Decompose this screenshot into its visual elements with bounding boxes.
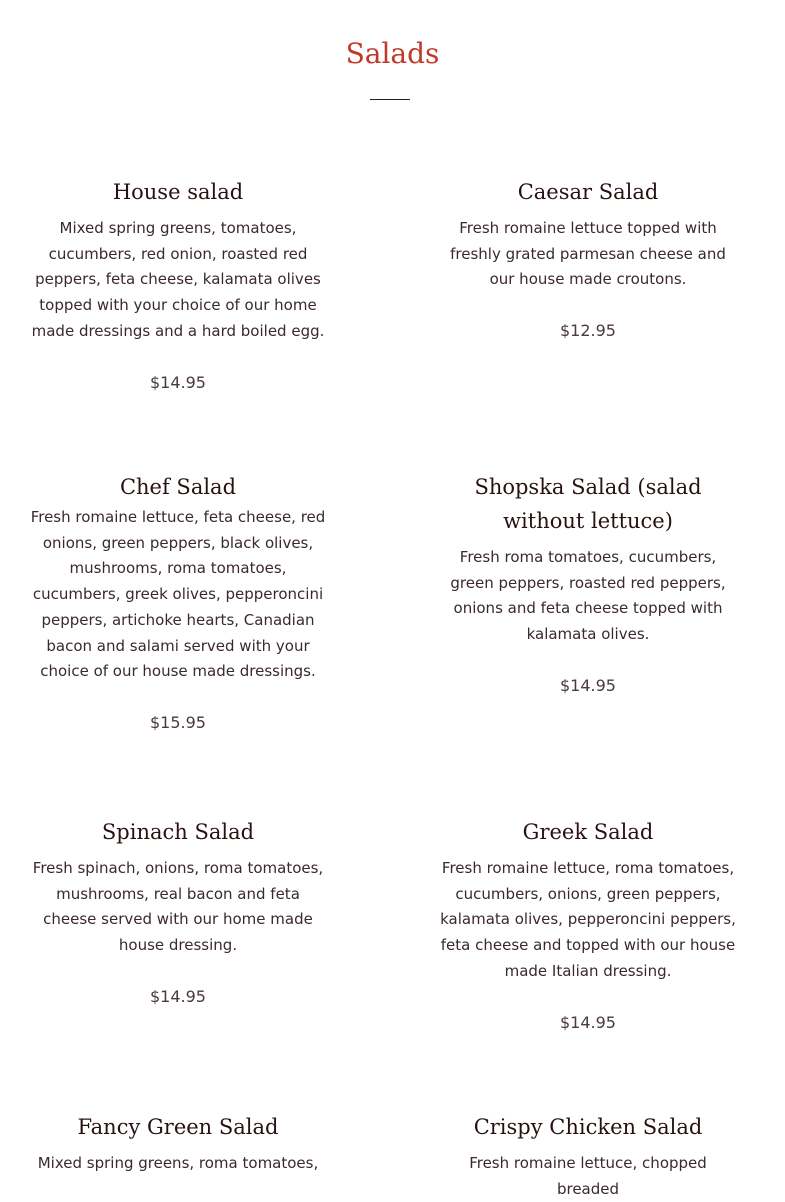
item-name: Shopska Salad (salad without lettuce): [474, 475, 702, 533]
item-name: Chef Salad: [119, 475, 237, 499]
item-price: $15.95: [150, 712, 206, 732]
menu-item-fancy-green-salad: [28, 1110, 328, 1177]
item-description: Fresh spinach, onions, roma tomatoes, mushrooms, real bacon and feta cheese served with our home made house dressing.: [32, 859, 324, 955]
item-name: Crispy Chicken Salad: [473, 1115, 703, 1139]
item-description: Fresh romaine lettuce, roma tomatoes, cucumbers, onions, green peppers, kalamata olives, pepperoncini peppers, feta cheese and topped with our house made Italian dressing.: [440, 859, 736, 980]
item-price: $14.95: [560, 675, 616, 695]
item-name: Caesar Salad: [517, 180, 659, 204]
item-description: Fresh roma tomatoes, cucumbers, green peppers, roasted red peppers, onions and feta cheese topped with kalamata olives.: [450, 548, 726, 644]
item-price: $14.95: [560, 1012, 616, 1032]
menu-item-chef-salad: [28, 470, 328, 736]
item-description: Mixed spring greens, roma tomatoes,: [37, 1154, 319, 1172]
menu-item-greek-salad: [438, 815, 738, 1036]
menu-item-shopska-salad: [438, 470, 738, 699]
item-name: House salad: [112, 180, 244, 204]
item-description: Fresh romaine lettuce, feta cheese, red onions, green peppers, black olives, mushrooms, roma tomatoes, cucumbers, greek olives, pepperoncini peppers, artichoke hearts, Canadian bacon and salami served with your choice of our house made dressings.: [30, 508, 326, 681]
item-description: Fresh romaine lettuce topped with freshly grated parmesan cheese and our house made croutons.: [450, 219, 726, 289]
title-divider: [370, 99, 410, 100]
item-name: Greek Salad: [522, 820, 654, 844]
menu-item-crispy-chicken-salad: [438, 1110, 738, 1202]
item-name: Fancy Green Salad: [77, 1115, 279, 1139]
item-description: Mixed spring greens, tomatoes, cucumbers, red onion, roasted red peppers, feta cheese, kalamata olives topped with your choice of our home made dressings and a hard boiled egg.: [31, 219, 325, 340]
item-name: Spinach Salad: [101, 820, 255, 844]
item-description: Fresh romaine lettuce, chopped breaded: [469, 1154, 707, 1198]
item-price: $14.95: [150, 986, 206, 1006]
item-price: $12.95: [560, 321, 616, 341]
menu-item-caesar-salad: [438, 175, 738, 344]
menu-item-spinach-salad: [28, 815, 328, 1010]
section-title: Salads: [345, 37, 440, 70]
item-price: $14.95: [150, 372, 206, 392]
menu-item-house-salad: [28, 175, 328, 396]
